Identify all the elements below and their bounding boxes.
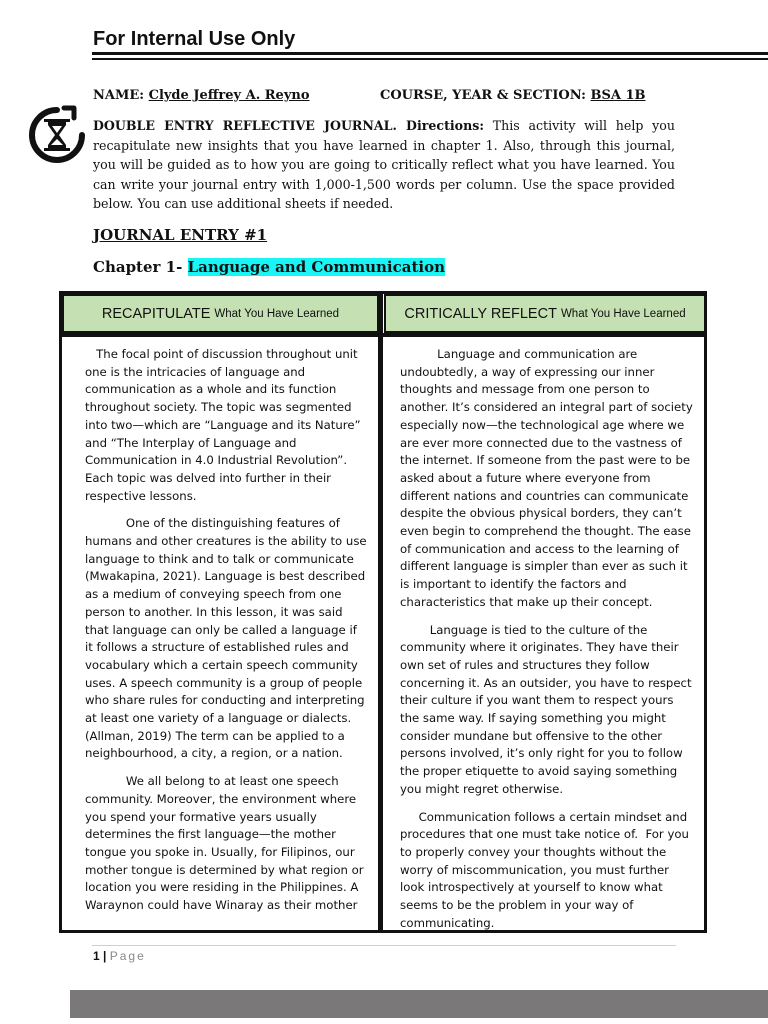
hourglass-cycle-icon bbox=[24, 102, 90, 168]
name-label: NAME: bbox=[93, 88, 149, 103]
header-rule-thin bbox=[92, 58, 768, 60]
recapitulate-header-big: RECAPITULATE bbox=[101, 305, 211, 322]
directions-paragraph bbox=[93, 116, 675, 214]
directions-text: This activity will help you recapitulate new insights that you have learned in chapter 1. Also, through this journal, you will be guided as to how you are going to critically reflect what you have learned. You can write your journal entry with 1,000-1,500 words per column. Use the space provided below. You can use additional sheets if needed. bbox=[93, 118, 675, 212]
footer-bar bbox=[70, 990, 768, 1018]
chapter-prefix: Chapter 1- bbox=[93, 258, 188, 276]
reflect-column bbox=[400, 346, 696, 943]
recap-paragraph: One of the distinguishing features of humans and other creatures is the ability to use language to think and to talk or communicate (Mwakapina, 2021). Language is best described as a medium of conveying speech from one person to another. In this lesson, it was said that language can only be called a language if it follows a structure of established rules and vocabulary which a certain speech community uses. A speech community is a group of people who share rules for conducting and interpreting at least one variety of a language or dialects. (Allman, 2019) The term can be applied to a neighbourhood, a city, a region, or a nation. bbox=[85, 516, 367, 761]
footer-rule bbox=[92, 945, 676, 946]
header-separator bbox=[62, 333, 706, 337]
reflect-paragraph: Language is tied to the culture of the community where it originates. They have their own set of rules and structures they follow concerning it. As an outsider, you have to respect their culture if you want them to respect yours the same way. If saying something you might consider mundane but offensive to the other persons involved, it’s only right for you to follow the proper etiquette to avoid saying something you might regret otherwise. bbox=[400, 622, 692, 796]
course-value: BSA 1B bbox=[590, 88, 646, 103]
directions-title: DOUBLE ENTRY REFLECTIVE JOURNAL. Directions: bbox=[93, 118, 484, 133]
page-number-value: 1 bbox=[93, 949, 100, 963]
student-name-line bbox=[93, 88, 310, 103]
chapter-title: Language and Communication bbox=[187, 258, 446, 276]
course-line bbox=[380, 88, 646, 103]
chapter-heading bbox=[93, 258, 445, 276]
recapitulate-column bbox=[85, 346, 367, 925]
student-name: Clyde Jeffrey A. Reyno bbox=[148, 88, 310, 103]
column-divider bbox=[378, 291, 383, 933]
page-label: Page bbox=[109, 949, 146, 963]
recapitulate-header-small: What You Have Learned bbox=[214, 307, 340, 320]
recap-paragraph: The focal point of discussion throughout unit one is the intricacies of language and communication as a whole and its function throughout society. The topic was segmented into two—which are “Language and its Nature” and “The Interplay of Language and Communication in 4.0 Industrial Revolution”. Each topic was delved into further in their respective lessons. bbox=[85, 347, 361, 503]
page-number-separator: | bbox=[103, 949, 107, 963]
reflect-header-small: What You Have Learned bbox=[560, 307, 686, 320]
course-label: COURSE, YEAR & SECTION: bbox=[380, 88, 591, 103]
page-header-title: For Internal Use Only bbox=[93, 28, 296, 50]
reflect-paragraph: Communication follows a certain mindset and procedures that one must take notice of. For you to properly convey your thoughts without the worry of miscommunication, you must further look introspectively at yourself to know what seems to be the problem in your way of communicating. bbox=[400, 809, 689, 930]
reflect-paragraph: Language and communication are undoubtedly, a way of expressing our inner thoughts and message from one person to another. It’s considered an integral part of society especially now—the technological age where we are ever more connected due to the vastness of the internet. If someone from the past were to be asked about a future where everyone from different nations and countries can communicate despite the obvious physical borders, they can’t even begin to comprehend the thought. The ease of communication and access to the learning of different language is simpler than ever as such it is important to identify the factors and characteristics that make up their concept. bbox=[400, 347, 693, 609]
header-rule bbox=[92, 52, 768, 55]
page-number bbox=[93, 949, 146, 963]
critically-reflect-header bbox=[384, 294, 706, 333]
recap-paragraph: We all belong to at least one speech community. Moreover, the environment where you spend your formative years usually determines the first language—the mother tongue you spoke in. Usually, for Filipinos, our mother tongue is determined by what region or location you were residing in the Philippines. A Waraynon could have Winaray as their mother bbox=[85, 774, 364, 913]
journal-entry-heading: JOURNAL ENTRY #1 bbox=[93, 226, 268, 244]
recapitulate-header bbox=[62, 294, 379, 333]
reflect-header-big: CRITICALLY REFLECT bbox=[404, 305, 557, 322]
